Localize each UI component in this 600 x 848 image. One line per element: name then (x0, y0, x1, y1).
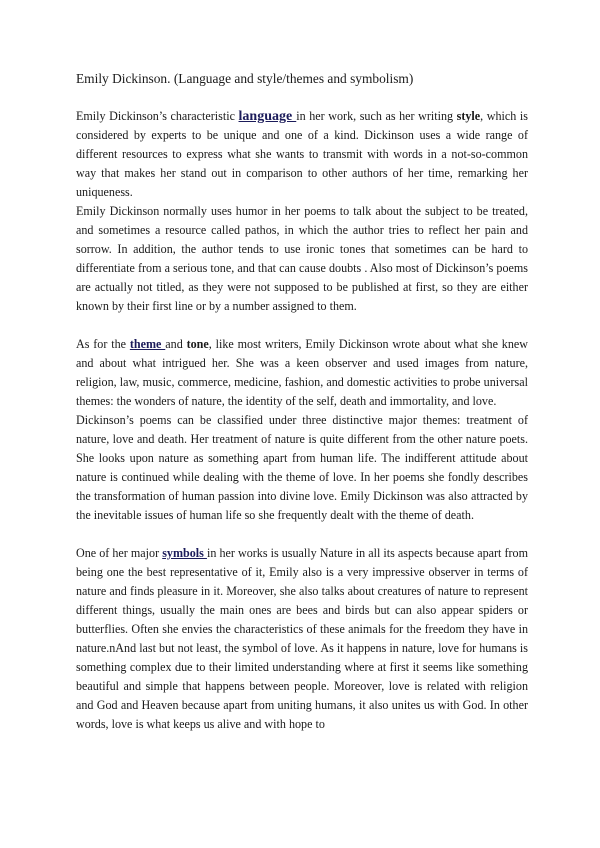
paragraph-text: in her work, such as her writing (296, 109, 457, 123)
paragraph-text: and (165, 337, 187, 351)
paragraph-theme-tone (76, 335, 528, 411)
paragraph-text: Emily Dickinson’s characteristic (76, 109, 239, 123)
keyword-language: language (238, 109, 297, 124)
keyword-theme: theme (129, 337, 166, 351)
keyword-tone: tone (186, 337, 209, 351)
paragraph-language-style (76, 107, 528, 202)
paragraph-major-themes: Dickinson’s poems can be classified under three distinctive major themes: treatment of nature, love and death. Her treatment of nature is quite different from the other nature poets. She looks upon nature as something apart from human life. The indifferent attitude about nature is continued while dealing with the theme of love. In her poems she fondly describes the transformation of human passion into divine love. Emily Dickinson was also attracted by the inevitable issues of human life so she frequently dealt with the theme of death. (76, 413, 528, 522)
document-title: Emily Dickinson. (Language and style/themes and symbolism) (76, 71, 414, 86)
paragraph-text: , which is considered by experts to be unique and one of a kind. Dickinson uses a wide range of different resources to express what she wants to transmit with words in a not-so-common way that makes her stand out in comparison to other authors of her time, remarking her uniqueness. (76, 109, 528, 199)
keyword-symbols: symbols (162, 546, 207, 560)
paragraph-humor-pathos: Emily Dickinson normally uses humor in her poems to talk about the subject to be treated, and sometimes a resource called pathos, in which the author tries to reflect her pain and sorrow. In addition, the author tends to use ironic tones that sometimes can be hard to differentiate from a serious tone, and that can cause doubts . Also most of Dickinson’s poems are actually not titled, as they were not supposed to be published at first, so they are either known by their first line or by a number assigned to them. (76, 204, 528, 313)
paragraph-text: , like most writers, Emily Dickinson wrote about what she knew and about what intrigued her. She was a keen observer and used images from nature, religion, law, music, commerce, medicine, fashion, and domestic activities to probe universal themes: the wonders of nature, the identity of the self, death and immortality, and love. (76, 337, 528, 408)
paragraph-text: As for the (76, 337, 130, 351)
paragraph-gap (76, 525, 528, 544)
paragraph-symbols (76, 544, 528, 734)
paragraph-gap (76, 316, 528, 335)
paragraph-text: One of her major (76, 546, 163, 560)
keyword-style: style (456, 109, 481, 123)
paragraph-text: in her works is usually Nature in all its aspects because apart from being one the best representative of it, Emily also is a very impressive observer in terms of nature and finds pleasure in it. Moreover, she also talks about creatures of nature to represent different things, usually the main ones are bees and birds but can also appear spiders or butterflies. Often she envies the characteristics of these animals for the freedom they have in nature.nAnd last but not least, the symbol of love. As it happens in nature, love for humans is something complex due to their limited understanding where at first it seems like something beautiful and simple that happens between people. Moreover, love is related with religion and God and Heaven because apart from uniting humans, it also unites us with God. In other words, love is what keeps us alive and with hope to (76, 546, 529, 731)
